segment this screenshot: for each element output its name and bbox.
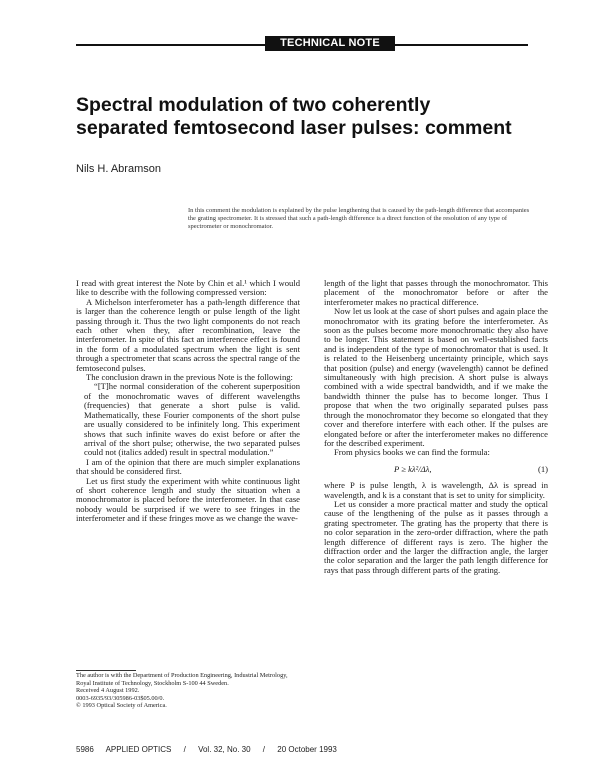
page-footer	[76, 745, 536, 754]
block-quote: “[T]he normal consideration of the coherent superposition of the monochromatic waves of different wavelengths (frequencies) that generate a short pulse is valid. Mathematically, these Fourier components of the short pulse are usually considered to be infinitely long. This experiment shows that such infinite waves do exist before or after the arrival of the short pulse; otherwise, the two separated pulses could not (italics added) result in spectral modulation.”	[84, 381, 300, 458]
journal-name: APPLIED OPTICS	[105, 745, 172, 754]
publication-date: 20 October 1993	[277, 745, 337, 754]
journal-volume: Vol. 32, No. 30	[198, 745, 251, 754]
footnote-copyright: © 1993 Optical Society of America.	[76, 702, 167, 710]
author-name: Nils H. Abramson	[76, 163, 161, 175]
paragraph: The conclusion drawn in the previous Note is the following:	[86, 372, 293, 383]
footnotes	[76, 672, 300, 710]
footnote-affiliation: The author is with the Department of Production Engineering, Industrial Metrology, Royal Institute of Technology, Stockholm S-100 44 Sweden.	[76, 672, 288, 687]
equation	[394, 465, 548, 474]
footer-separator: /	[262, 745, 266, 754]
paragraph: Let us first study the experiment with white continuous light of short coherence length and study the situation when a monochromator is placed before the interferometer. In that case nobody would be surprised if we were to see fringes in the interferometer and if these fringes move as we change the wave-	[76, 475, 300, 524]
footnote-divider	[76, 670, 136, 671]
paragraph: length of the light that passes through the monochromator. This placement of the monochromator before or after the interferometer makes no practical difference.	[324, 278, 548, 307]
paragraph: Now let us look at the case of short pulses and again place the monochromator with its grating before the interferometer. As soon as the pulses become more monochromatic they also have to be longer. This statement is based on well-established facts and is independent of the type of monochromator that is used. It is related to the Heisenberg uncertainty principle, which says that position (pulse) and energy (wavelength) cannot be defined simultaneously with high precision. A short pulse is always combined with a wide spectral bandwidth, and if we make the bandwidth thinner the pulse has to become longer. Thus I propose that when the two originally separated pulses pass through the monochromator they become so elongated that they cover and therefore interfere with each other. If the pulses are elongated before or after the interferometer makes no difference for the described experiment.	[324, 306, 548, 448]
paragraph: I am of the opinion that there are much simpler explanations that should be considered first.	[76, 456, 300, 477]
article-title	[76, 94, 546, 140]
footer-separator: /	[183, 745, 186, 754]
equation-number: (1)	[537, 463, 548, 474]
footnote-received: Received 4 August 1992.	[76, 687, 140, 695]
title-line: separated femtosecond laser pulses: comment	[76, 117, 512, 139]
paragraph: From physics books we can find the formula:	[334, 447, 490, 458]
abstract: In this comment the modulation is explained by the pulse lengthening that is caused by the path-length difference that accompanies the grating spectrometer. It is stressed that such a path-length difference is a direct function of the resolution of any type of spectrometer or monochromator.	[188, 207, 530, 230]
equation-formula: P ≥ kλ²/Δλ,	[394, 463, 432, 474]
paragraph: Let us consider a more practical matter and study the optical cause of the lengthening of the pulse as it passes through a grating spectrometer. The grating has the property that there is no color separation in the zero-order diffraction, where the path length difference of different rays is zero. The higher the diffraction order and the larger the diffraction angle, the larger the color separation and the larger the path length difference for rays that pass through different parts of the grating.	[324, 498, 548, 575]
page-number: 5986	[76, 745, 94, 754]
paragraph: I read with great interest the Note by Chin et al.¹ which I would like to describe with the following compressed version:	[76, 278, 300, 298]
right-column	[324, 279, 548, 575]
section-label: TECHNICAL NOTE	[265, 36, 395, 51]
paragraph: where P is pulse length, λ is wavelength, Δλ is spread in wavelength, and k is a constant that is set to unity for simplicity.	[324, 480, 548, 500]
paragraph: A Michelson interferometer has a path-length difference that is larger than the coherence length or pulse length of the light passing through it. Thus the two light components do not reach each other when they, after recombination, leave the interferometer. In spite of this fact an interference effect is found in the form of a modulated spectrum when the light is sent through a spectrometer that scans across the spectral range of the femtosecond pulses.	[76, 296, 300, 373]
title-line: Spectral modulation of two coherently	[76, 94, 431, 116]
left-column	[76, 279, 300, 524]
footnote-code: 0003-6935/93/305986-03$05.00/0.	[76, 694, 165, 702]
